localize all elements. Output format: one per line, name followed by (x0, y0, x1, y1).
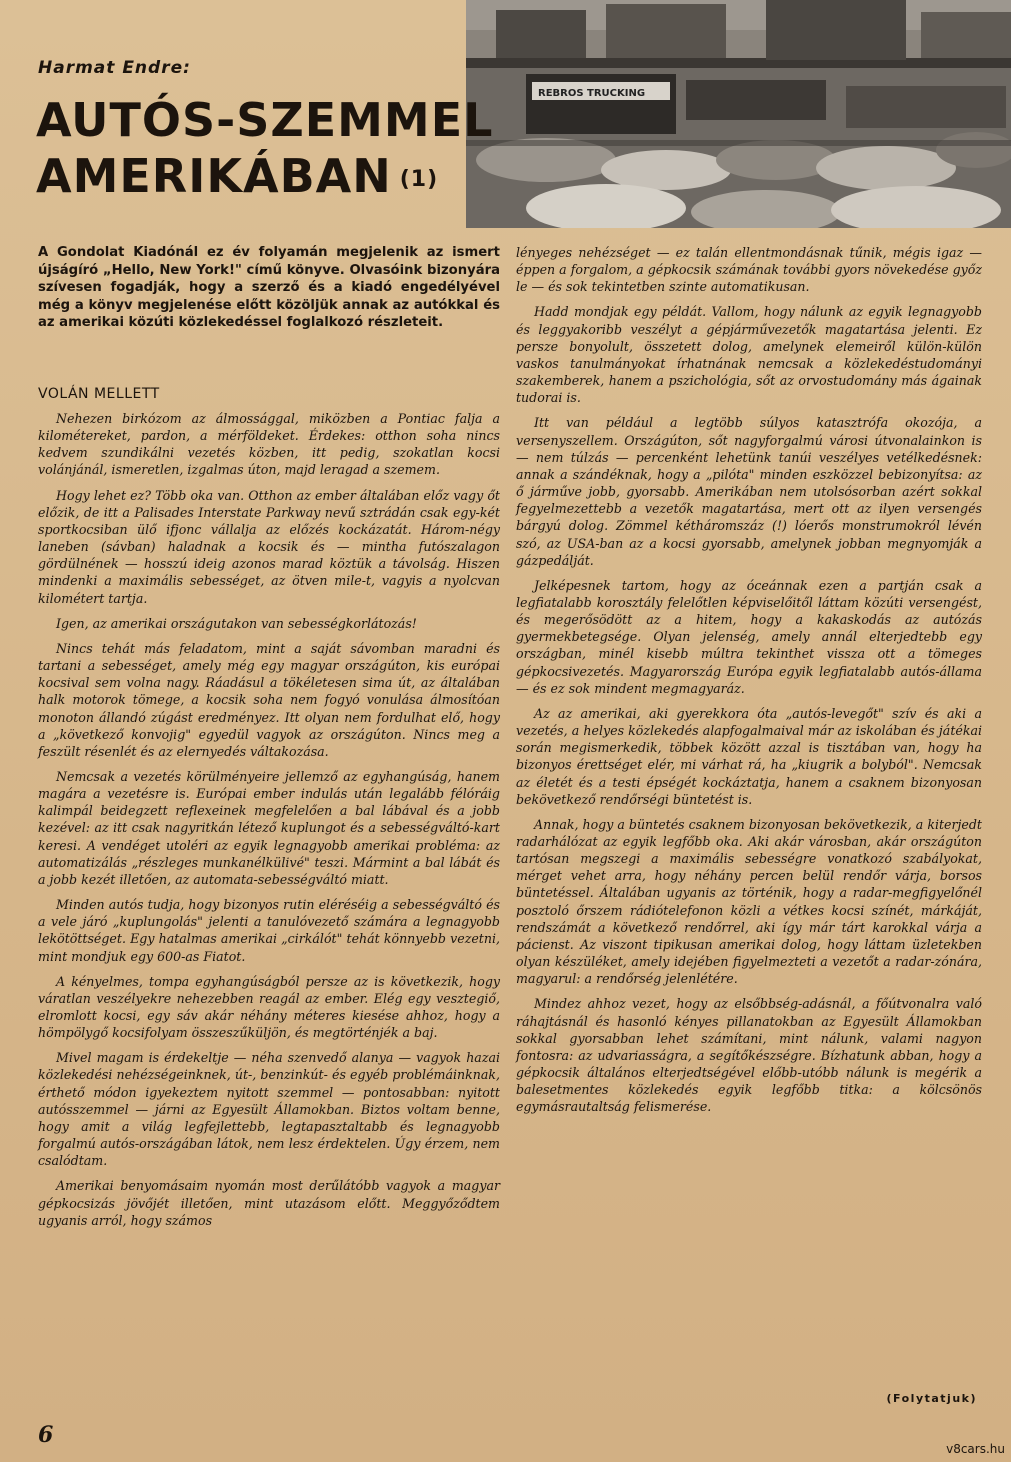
paragraph: Mindez ahhoz vezet, hogy az elsőbbség-adásnál, a főútvonalra való ráhajtásnál és hasonló kényes pillanatokban az Egyesült Államokban sokkal gyorsabban lehet számítani, mint nálunk, valami nagyon fontosra: az udvariasságra, a segítőkészségre. Bízhatunk abban, hogy a gépkocsik általános elterjedtségével előbb-utóbb nálunk is megérik a balesetmentes közlekedés egyik legfőbb titka: a kölcsönös egymásrautaltság felismerése. (516, 996, 982, 1115)
paragraph: Itt van például a legtöbb súlyos katasztrófa okozója, a versenyszellem. Országúton, sőt nagyforgalmú városi útvonalainkon is — nem túlzás — percenként lehetünk tanúi veszélyes vetélkedésnek: annak a szándéknak, hogy a „pilóta" minden eszközzel bebizonyítsa: az ő járműve jobb, gyorsabb. Amerikában nem utolsósorban azért sokkal fegyelmezettebb a vezetők magatartása, mert ott az ilyen versengés bárgyú dolog. Zömmel kétháromszáz (!) lóerős monstrumokról lévén szó, az USA-ban az a kocsi gyorsabb, amelynek jobban megnyomják a gázpedálját. (516, 415, 982, 568)
paragraph: Hadd mondjak egy példát. Vallom, hogy nálunk az egyik legnagyobb és leggyakoribb veszélyt a gépjárművezetők magatartása jelenti. Ez persze bonyolult, összetett dolog, amelynek elemeiről külön-külön vaskos tanulmányokat írhatnának nemcsak a közlekedéstudományi szakemberek, hanem a pszichológia, sőt az orvostudomány más ágainak tudorai is. (516, 304, 982, 406)
article-part-number: (1) (399, 166, 439, 192)
paragraph: Jelképesnek tartom, hogy az óceánnak ezen a partján csak a legfiatalabb korosztály felelőtlen képviselőitől láttam közúti versengést, és megerősödött az a hitem, hogy a kakaskodás az autózás gyermekbetegsége. Olyan jelenség, amely annál elterjedtebb egy országban, minél kisebb múltra tekinthet vissza ott a tömeges gépkocsivezetés. Magyarország Európa egyik legfiatalabb autós-állama — és ez sok mindent megmagyaráz. (516, 577, 982, 696)
continued-note: (Folytatjuk) (886, 1392, 977, 1405)
paragraph: Annak, hogy a büntetés csaknem bizonyosan bekövetkezik, a kiterjedt radarhálózat az egyik legfőbb oka. Aki akár városban, akár országúton tartósan megszegi a maximális sebességre vonatkozó szabályokat, mérget vehet arra, hogy néhány percen belül rendőr várja, borsos büntetéssel. Általában ugyanis az történik, hogy a radar-megfigyelőnél posztoló őrszem rádiótelefonon közli a vétkes kocsi színét, márkáját, rendszámát a következő rendőrrel, aki így már tárt karokkal várja a pácienst. Az viszont tipikusan amerikai dolog, hogy láttam üzletekben olyan készüléket, amely idejében figyelmezteti a vezetőt a radar-zónára, magyarul: a rendőrség jelenlétére. (516, 816, 982, 987)
paragraph: Nincs tehát más feladatom, mint a saját sávomban maradni és tartani a sebességet, amely még egy magyar országúton, kis európai kocsival sem volna nagy. Ráadásul a tökéletesen sima út, az általában halk motorok tömege, a kocsik soha nem fogyó vonulása álmosítóan monoton állandó zúgást eredményez. Itt olyan nem fordulhat elő, hogy a „következő konvojig" egyedül vagyok az országúton. Nincs meg a feszült résenlét és az elernyedés váltakozása. (38, 640, 500, 759)
paragraph: Igen, az amerikai országutakon van sebességkorlátozás! (56, 615, 417, 631)
author-byline: Harmat Endre: (38, 58, 191, 78)
paragraph: A kényelmes, tompa egyhangúságból persze az is következik, hogy váratlan veszélyekre nehezebben reagál az ember. Elég egy vesztegiő, elromlott kocsi, egy sáv akár néhány méteres kiesése ahhoz, hogy a hömpölygő kocsifolyam összeszűküljön, és megtörténjék a baj. (38, 973, 500, 1041)
left-column (38, 410, 500, 1237)
article-title-line2 (36, 150, 438, 206)
section-subheading: VOLÁN MELLETT (38, 386, 160, 402)
paragraph: lényeges nehézséget — ez talán ellentmondásnak tűnik, mégis igaz — éppen a forgalom, a gépkocsik számának további gyors növekedése győz le — és sok tekintetben szinte automatikusan. (516, 245, 982, 295)
paragraph: Amerikai benyomásaim nyomán most derűlátóbb vagyok a magyar gépkocsizás jövőjét illetően, mint utazásom előtt. Meggyőződtem ugyanis arról, hogy számos (38, 1178, 500, 1228)
page-number: 6 (38, 1422, 54, 1448)
traffic-photo (466, 0, 1011, 228)
article-title-line1: AUTÓS-SZEMMEL (36, 93, 494, 147)
paragraph: Az az amerikai, aki gyerekkora óta „autós-levegőt" szív és aki a vezetés, a helyes közlekedés alapfogalmaival már az iskolában és játékai során megismerkedik, többek között azzal is tisztában van, hogy ha bizonyos érettséget elér, mi várhat rá, ha „kiugrik a bolyból". Nemcsak az életét és a testi épségét kockáztatja, hanem a csaknem bizonyosan bekövetkező rendőrségi büntetést is. (516, 705, 982, 807)
traffic-photo-image (466, 0, 1011, 228)
paragraph: Mivel magam is érdekeltje — néha szenvedő alanya — vagyok hazai közlekedési nehézségeinknek, út-, benzinkút- és egyéb problémáinknak, érthető módon igyekeztem nyitott szemmel — pontosabban: nyitott autósszemmel — járni az Egyesült Államokban. Biztos voltam benne, hogy amit a világ legfejlettebb, legtapasztaltabb és legnagyobb forgalmú autós-országában látok, nem lesz érdektelen. Úgy érzem, nem csalódtam. (38, 1050, 500, 1169)
paragraph: Nehezen birkózom az álmossággal, miközben a Pontiac falja a kilométereket, pardon, a mérföldeket. Érdekes: otthon soha nincs kedvem szundikálni vezetés közben, itt pedig, szokatlan kocsi volánjánál, ismeretlen, izgalmas úton, majd leragad a szemem. (38, 411, 500, 478)
article-intro: A Gondolat Kiadónál ez év folyamán megjelenik az ismert újságíró „Hello, New York!" című könyve. Olvasóink bizonyára szívesen fogadják, hogy a szerző és a kiadó engedélyével még a könyv megjelenése előtt közöljük annak az autókkal és az amerikai közúti közlekedéssel foglalkozó részleteit. (38, 245, 500, 330)
right-column (516, 244, 982, 1124)
source-watermark: v8cars.hu (946, 1442, 1005, 1456)
svg-text:REBROS TRUCKING: REBROS TRUCKING (538, 88, 646, 99)
paragraph: Hogy lehet ez? Több oka van. Otthon az ember általában előz vagy őt előzik, de itt a Palisades Interstate Parkway nevű sztrádán csak egy-két sportkocsiban ülő ifjonc vállalja az előzés kockázatát. Három-négy laneben (sávban) haladnak a kocsik és — mintha futószalagon gördülnének — hosszú ideig azonos marad köztük a távolság. Hiszen mindenki a maximális sebességet, az ötven mile-t, vagyis a nyolcvan kilométert tartja. (38, 487, 500, 606)
paragraph: Nemcsak a vezetés körülményeire jellemző az egyhangúság, hanem magára a vezetésre is. Európai ember indulás után legalább félóráig kalimpál beidegzett reflexeinek megfelelően a bal lábával és a jobb kezével: az itt csak nagyritkán létező kuplungot és a sebességváltó-kart keresi. A vendéget utoléri az egyik legnagyobb amerikai probléma: az automatizálás „részleges munkanélkülivé" teszi. Mármint a bal lábát és a jobb kezét illetően, az automata-sebességváltó miatt. (38, 768, 500, 887)
paragraph: Minden autós tudja, hogy bizonyos rutin eléréséig a sebességváltó és a vele járó „kuplungolás" jelenti a tanulóvezető számára a legnagyobb lekötöttséget. Egy hatalmas amerikai „cirkálót" tehát könnyebb vezetni, mint mondjuk egy 600-as Fiatot. (38, 897, 500, 964)
article-title-line2-text: AMERIKÁBAN (36, 149, 392, 203)
